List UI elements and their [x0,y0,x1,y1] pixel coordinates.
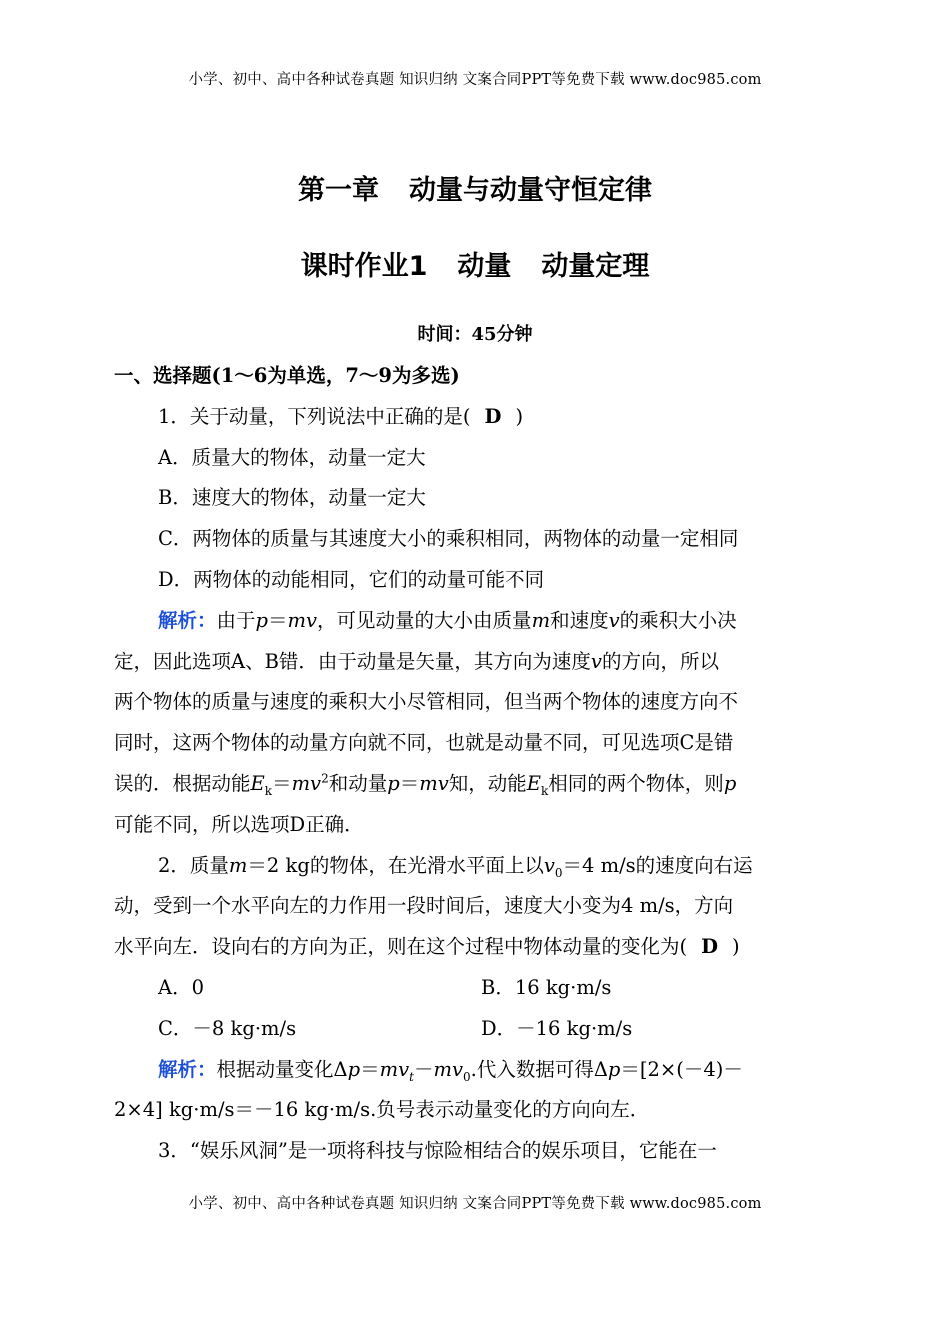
lesson-number: 课时作业1 [300,251,428,282]
chapter-title [0,168,950,207]
q1-analysis-label: 解析： [158,608,217,632]
lesson-title [0,244,950,283]
lesson-topic-2: 动量定理 [541,251,650,282]
q1-analysis-line-6: 可能不同，所以选项D正确． [114,812,364,836]
q2-stem-line-1: 2．质量m＝2 kg的物体，在光滑水平面上以$v_0=4$ m/s的速度向右运 [158,853,753,880]
lesson-topic-1: 动量 [457,251,512,282]
chapter-number: 第一章 [298,175,379,206]
q2-option-a: A．0 [158,975,204,999]
q1-analysis-line-3: 两个物体的质量与速度的乘积大小尽管相同，但当两个物体的速度方向不 [114,690,739,714]
time-limit: 时间：45分钟 [417,324,533,345]
q1-option-d: D．两物体的动能相同，它们的动量可能不同 [158,567,545,591]
q1-option-c: C．两物体的质量与其速度大小的乘积相同，两物体的动量一定相同 [158,527,739,551]
q2-analysis-label: 解析： [158,1057,217,1081]
q2-option-c: C．－8 kg·m/s [158,1016,297,1040]
q2-stem-line-2: 动，受到一个水平向左的力作用一段时间后，速度大小变为4 m/s，方向 [114,894,734,918]
q2-option-b: B．16 kg·m/s [481,975,612,999]
q1-option-a: A．质量大的物体，动量一定大 [158,445,426,469]
q2-analysis-line-1: 解析：根据动量变化$\Delta p=mv_t-mv_0$.代入数据可得Δp＝[2×(－4)－ [158,1057,743,1084]
q1-stem: 1．关于动量，下列说法中正确的是( D ) [114,397,838,438]
q2-answer: D [701,935,719,959]
page-header: 小学、初中、高中各种试卷真题 知识归纳 文案合同PPT等免费下载 www.doc985.com [188,72,762,88]
q1-option-b: B．速度大的物体，动量一定大 [158,486,426,510]
chapter-name: 动量与动量守恒定律 [409,175,652,206]
page-footer: 小学、初中、高中各种试卷真题 知识归纳 文案合同PPT等免费下载 www.doc985.com [188,1196,762,1212]
q1-analysis-line-5: 误的．根据动能$E_k=mv^2$和动量p＝mv知，动能$E_k$相同的两个物体，则p [114,771,737,798]
q2-options-row-2 [114,1009,838,1050]
section-heading: 一、选择题(1～6为单选，7～9为多选) [114,364,460,387]
q1-analysis-line-4: 同时，这两个物体的动量方向就不同，也就是动量不同，可见选项C是错 [114,731,734,755]
q1-analysis-line-2: 定，因此选项A、B错．由于动量是矢量，其方向为速度v的方向，所以 [114,649,719,673]
exercise-content [114,356,838,1172]
q2-option-d: D．－16 kg·m/s [481,1016,633,1040]
q2-analysis-line-2: 2×4] kg·m/s＝－16 kg·m/s.负号表示动量变化的方向向左． [114,1098,650,1122]
q2-options-row-1 [114,968,838,1009]
q2-stem-line-3: 水平向左．设向右的方向为正，则在这个过程中物体动量的变化为( D ) [114,927,838,968]
q1-answer: D [484,404,502,428]
q1-analysis-line-1: 解析：由于p＝mv，可见动量的大小由质量m和速度v的乘积大小决 [158,608,737,632]
q3-stem-line-1: 3．“娱乐风洞”是一项将科技与惊险相结合的娱乐项目，它能在一 [158,1139,717,1163]
